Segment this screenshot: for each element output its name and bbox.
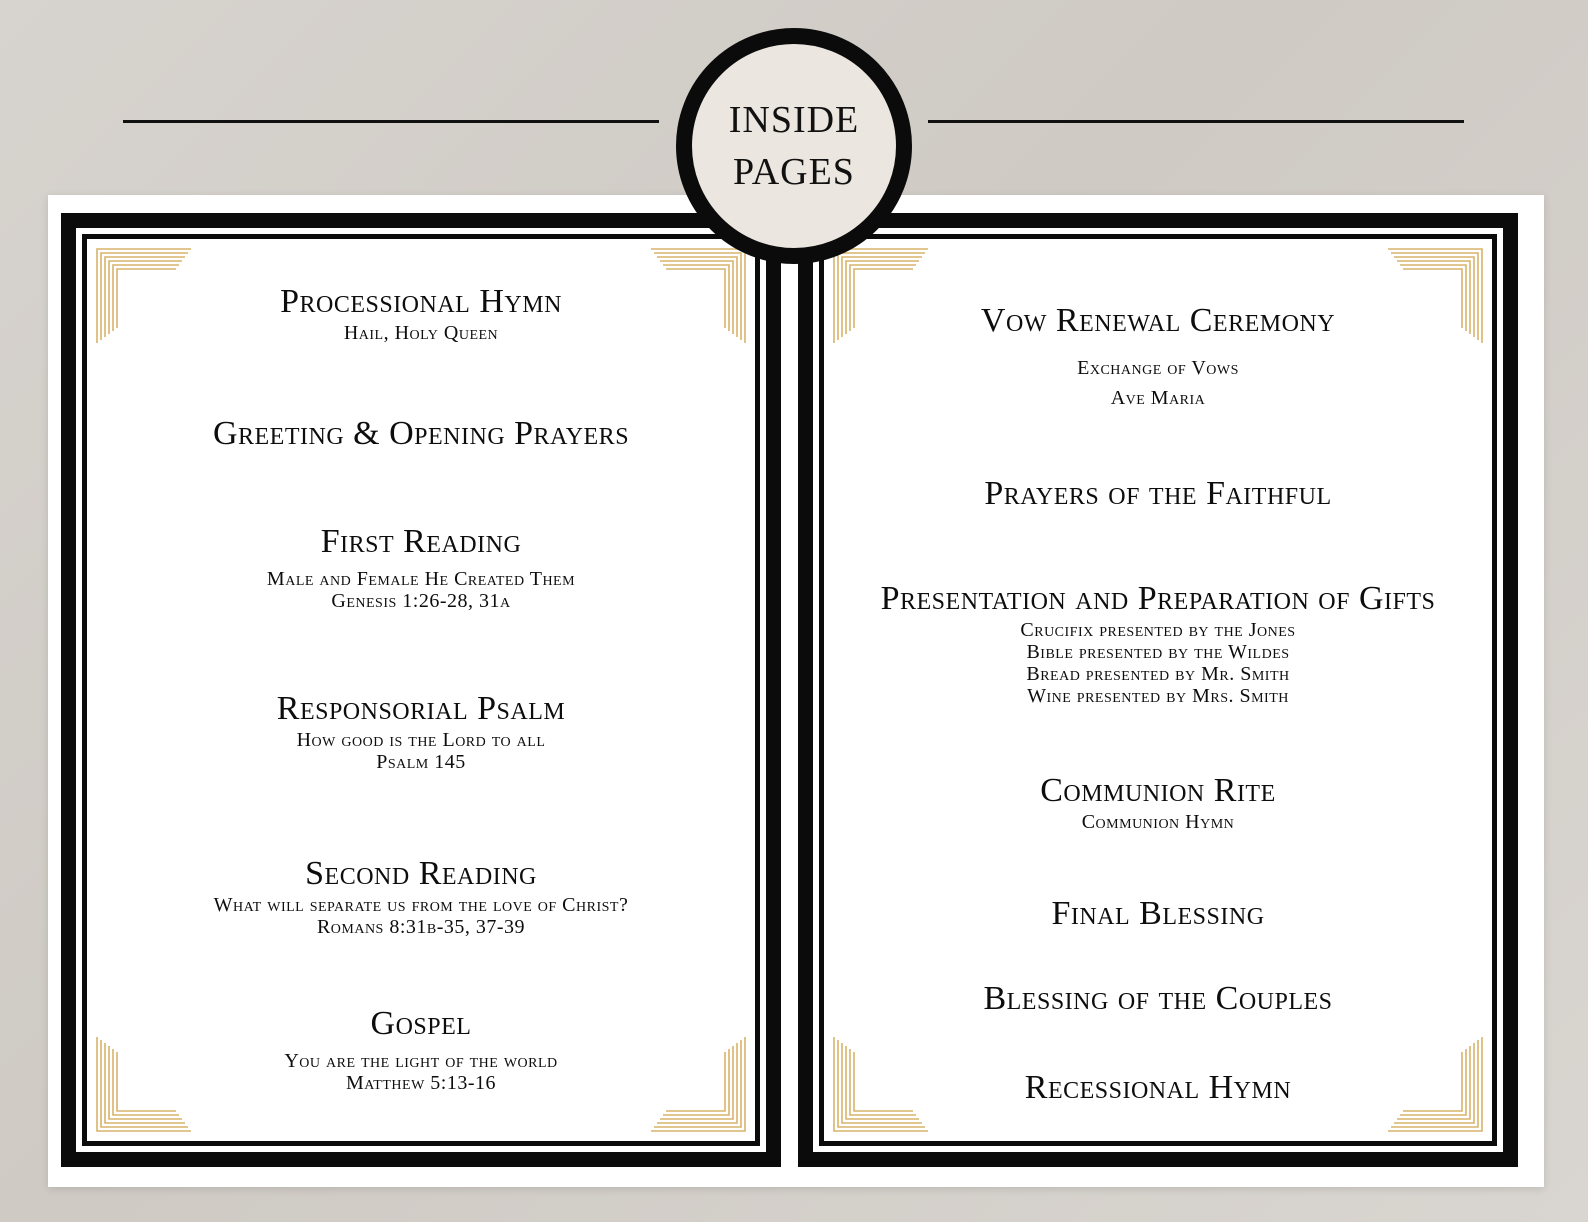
section-title: Gospel [370,1005,472,1042]
section-first-reading [87,522,755,612]
right-page-inner [819,234,1497,1146]
section-title: Final Blessing [1051,895,1265,932]
section-line: Exchange of Vows [1077,357,1239,379]
section-line: How good is the Lord to all [296,729,546,751]
section-prayers-faithful [824,474,1492,514]
section-title: Greeting & Opening Prayers [212,415,630,452]
section-recessional-hymn [824,1068,1492,1108]
inside-pages-badge [676,28,912,264]
section-communion-rite [824,771,1492,833]
program-sheet [48,195,1544,1187]
section-line: Bible presented by the Wildes [1026,641,1290,663]
header-rule-left [123,120,659,123]
section-title: Prayers of the Faithful [984,475,1332,512]
section-line: Psalm 145 [376,751,466,773]
section-title: Presentation and Preparation of Gifts [880,580,1436,617]
section-line: Wine presented by Mrs. Smith [1027,685,1289,707]
badge-line-2: PAGES [733,151,855,193]
header-rule-right [928,120,1464,123]
section-line: Matthew 5:13-16 [345,1072,497,1094]
section-gospel [87,1004,755,1094]
section-line: Hail, Holy Queen [343,322,499,344]
section-final-blessing [824,894,1492,934]
section-line: What will separate us from the love of Christ? [213,894,629,916]
section-vow-renewal [824,301,1492,413]
section-title: Vow Renewal Ceremony [980,302,1336,339]
section-title: Second Reading [305,855,537,892]
section-line: Communion Hymn [1081,811,1235,833]
section-title: Processional Hymn [280,283,562,320]
section-title: Recessional Hymn [1024,1069,1292,1106]
section-line: Romans 8:31b-35, 37-39 [316,916,526,938]
right-page [798,213,1518,1167]
section-second-reading [87,854,755,938]
section-line: Male and Female He Created Them [266,568,576,590]
section-line: Bread presented by Mr. Smith [1026,663,1290,685]
section-greeting [87,414,755,454]
section-blessing-couples [824,979,1492,1019]
section-title: Responsorial Psalm [276,690,566,727]
section-line: Crucifix presented by the Jones [1020,619,1296,641]
section-processional-hymn [87,282,755,344]
section-title: First Reading [320,523,522,560]
section-line: Ave Maria [1110,387,1206,409]
section-line: You are the light of the world [284,1050,558,1072]
left-page [61,213,781,1167]
left-page-inner [82,234,760,1146]
badge-line-1: INSIDE [728,99,860,141]
section-title: Blessing of the Couples [983,980,1333,1017]
section-presentation-gifts [824,579,1492,707]
section-line: Genesis 1:26-28, 31a [331,590,511,612]
section-responsorial-psalm [87,689,755,773]
section-title: Communion Rite [1040,772,1276,809]
